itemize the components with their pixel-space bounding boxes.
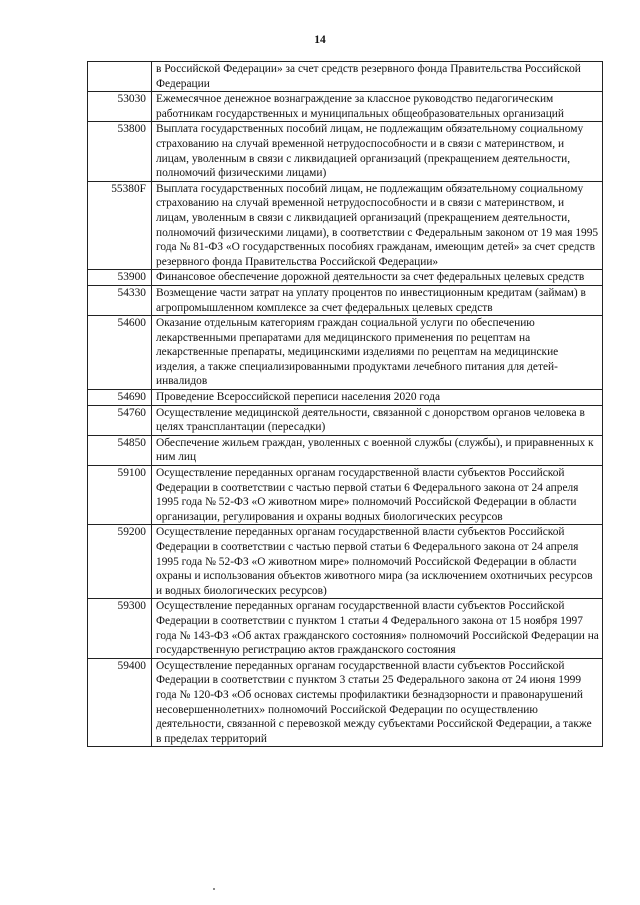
row-description: Осуществление переданных органам государственной власти субъектов Российской Федерации в соответствии с пунктом 1 статьи 4 Федерального закона от 15 ноября 1997 года № 143-ФЗ «Об актах гражданского состояния» полномочий Российской Федерации на государственную регистрацию актов гражданского состояния — [152, 599, 603, 658]
page-number: 14 — [314, 34, 326, 46]
row-code: 54690 — [88, 390, 152, 406]
table-row — [88, 122, 603, 181]
row-description: Осуществление переданных органам государственной власти субъектов Российской Федерации в соответствии с пунктом 3 статьи 25 Федерального закона от 24 июня 1999 года № 120-ФЗ «Об основах системы профилактики безнадзорности и правонарушений несовершеннолетних» полномочий Российской Федерации по осуществлению деятельности, связанной с перевозкой между субъектами Российской Федерации, а также в пределах территорий — [152, 658, 603, 747]
table-row — [88, 285, 603, 315]
row-code: 59200 — [88, 525, 152, 599]
row-code: 59100 — [88, 466, 152, 525]
table-row — [88, 62, 603, 92]
table-row — [88, 525, 603, 599]
table-row — [88, 181, 603, 270]
table-row — [88, 316, 603, 390]
table-row — [88, 599, 603, 658]
row-description: Проведение Всероссийской переписи населения 2020 года — [152, 390, 603, 406]
row-description: Ежемесячное денежное вознаграждение за классное руководство педагогическим работникам государственных и муниципальных общеобразовательных организаций — [152, 92, 603, 122]
row-code: 54760 — [88, 405, 152, 435]
table-row — [88, 92, 603, 122]
row-description: Выплата государственных пособий лицам, не подлежащим обязательному социальному страхованию на случай временной нетрудоспособности и в связи с материнством, и лицам, уволенным в связи с ликвидацией организаций (прекращением деятельности, полномочий физическими лицами), в соответствии с Федеральным законом от 19 мая 1995 года № 81-ФЗ «О государственных пособиях гражданам, имеющим детей» за счет средств резервного фонда Правительства Российской Федерации» — [152, 181, 603, 270]
row-description: Финансовое обеспечение дорожной деятельности за счет федеральных целевых средств — [152, 270, 603, 286]
row-description: в Российской Федерации» за счет средств резервного фонда Правительства Российской Федерации — [152, 62, 603, 92]
row-code: 59300 — [88, 599, 152, 658]
row-description: Возмещение части затрат на уплату процентов по инвестиционным кредитам (займам) в агропромышленном комплексе за счет федеральных целевых средств — [152, 285, 603, 315]
row-code: 59400 — [88, 658, 152, 747]
budget-codes-table — [87, 61, 603, 747]
row-description: Обеспечение жильем граждан, уволенных с военной службы (службы), и приравненных к ним лиц — [152, 435, 603, 465]
scan-artifact-dot — [213, 888, 215, 890]
row-code — [88, 62, 152, 92]
row-description: Осуществление медицинской деятельности, связанной с донорством органов человека в целях трансплантации (пересадки) — [152, 405, 603, 435]
row-code: 53900 — [88, 270, 152, 286]
row-description: Осуществление переданных органам государственной власти субъектов Российской Федерации в соответствии с частью первой статьи 6 Федерального закона от 24 апреля 1995 года № 52-ФЗ «О животном мире» полномочий Российской Федерации в области охраны и использования объектов животного мира (за исключением охотничьих ресурсов и водных биологических ресурсов) — [152, 525, 603, 599]
row-code: 55380F — [88, 181, 152, 270]
row-description: Выплата государственных пособий лицам, не подлежащим обязательному социальному страхованию на случай временной нетрудоспособности и в связи с материнством, и лицам, уволенным в связи с ликвидацией организаций (прекращением деятельности, полномочий физическими лицами) — [152, 122, 603, 181]
row-code: 54600 — [88, 316, 152, 390]
table-row — [88, 466, 603, 525]
row-code: 53800 — [88, 122, 152, 181]
table-row — [88, 405, 603, 435]
row-code: 53030 — [88, 92, 152, 122]
table-row — [88, 270, 603, 286]
table-row — [88, 390, 603, 406]
table-row — [88, 658, 603, 747]
table-row — [88, 435, 603, 465]
row-description: Оказание отдельным категориям граждан социальной услуги по обеспечению лекарственными препаратами для медицинского применения по рецептам на лекарственные препараты, медицинскими изделиями по рецептам на медицинские изделия, а также специализированными продуктами лечебного питания для детей-инвалидов — [152, 316, 603, 390]
row-code: 54850 — [88, 435, 152, 465]
row-code: 54330 — [88, 285, 152, 315]
row-description: Осуществление переданных органам государственной власти субъектов Российской Федерации в соответствии с частью первой статьи 6 Федерального закона от 24 апреля 1995 года № 52-ФЗ «О животном мире» полномочий Российской Федерации в области организации, регулирования и охраны водных биологических ресурсов — [152, 466, 603, 525]
